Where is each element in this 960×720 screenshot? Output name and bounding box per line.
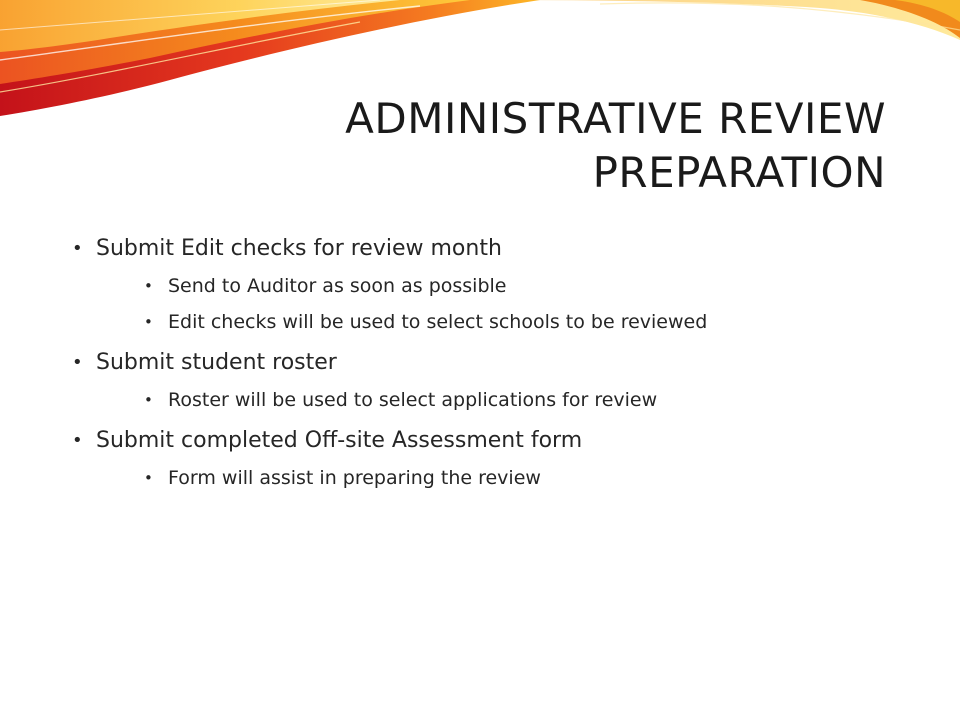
slide-title <box>126 92 886 200</box>
sub-bullet-item <box>144 382 892 418</box>
bullet-item <box>72 232 892 340</box>
bullet-dot-icon: • <box>144 313 153 331</box>
sub-bullet-list <box>96 268 892 340</box>
title-line-2: PREPARATION <box>592 148 886 197</box>
sub-bullet-text: Send to Auditor as soon as possible <box>168 275 507 297</box>
bullet-list <box>72 232 892 500</box>
sub-bullet-list <box>96 382 892 418</box>
bullet-dot-icon: • <box>144 469 153 487</box>
bullet-item <box>72 346 892 418</box>
sub-bullet-item <box>144 304 892 340</box>
sub-bullet-item <box>144 460 892 496</box>
sub-bullet-item <box>144 268 892 304</box>
bullet-item <box>72 424 892 496</box>
bullet-dot-icon: • <box>72 430 83 451</box>
bullet-dot-icon: • <box>72 238 83 259</box>
sub-bullet-list <box>96 460 892 496</box>
sub-bullet-text: Form will assist in preparing the review <box>168 467 541 489</box>
bullet-dot-icon: • <box>144 391 153 409</box>
bullet-text: Submit completed Off-site Assessment form <box>96 428 583 453</box>
title-line-1: ADMINISTRATIVE REVIEW <box>345 94 886 143</box>
sub-bullet-text: Roster will be used to select applications for review <box>168 389 658 411</box>
sub-bullet-text: Edit checks will be used to select schools to be reviewed <box>168 311 708 333</box>
bullet-dot-icon: • <box>144 277 153 295</box>
bullet-dot-icon: • <box>72 352 83 373</box>
bullet-text: Submit student roster <box>96 350 337 375</box>
bullet-text: Submit Edit checks for review month <box>96 236 502 261</box>
